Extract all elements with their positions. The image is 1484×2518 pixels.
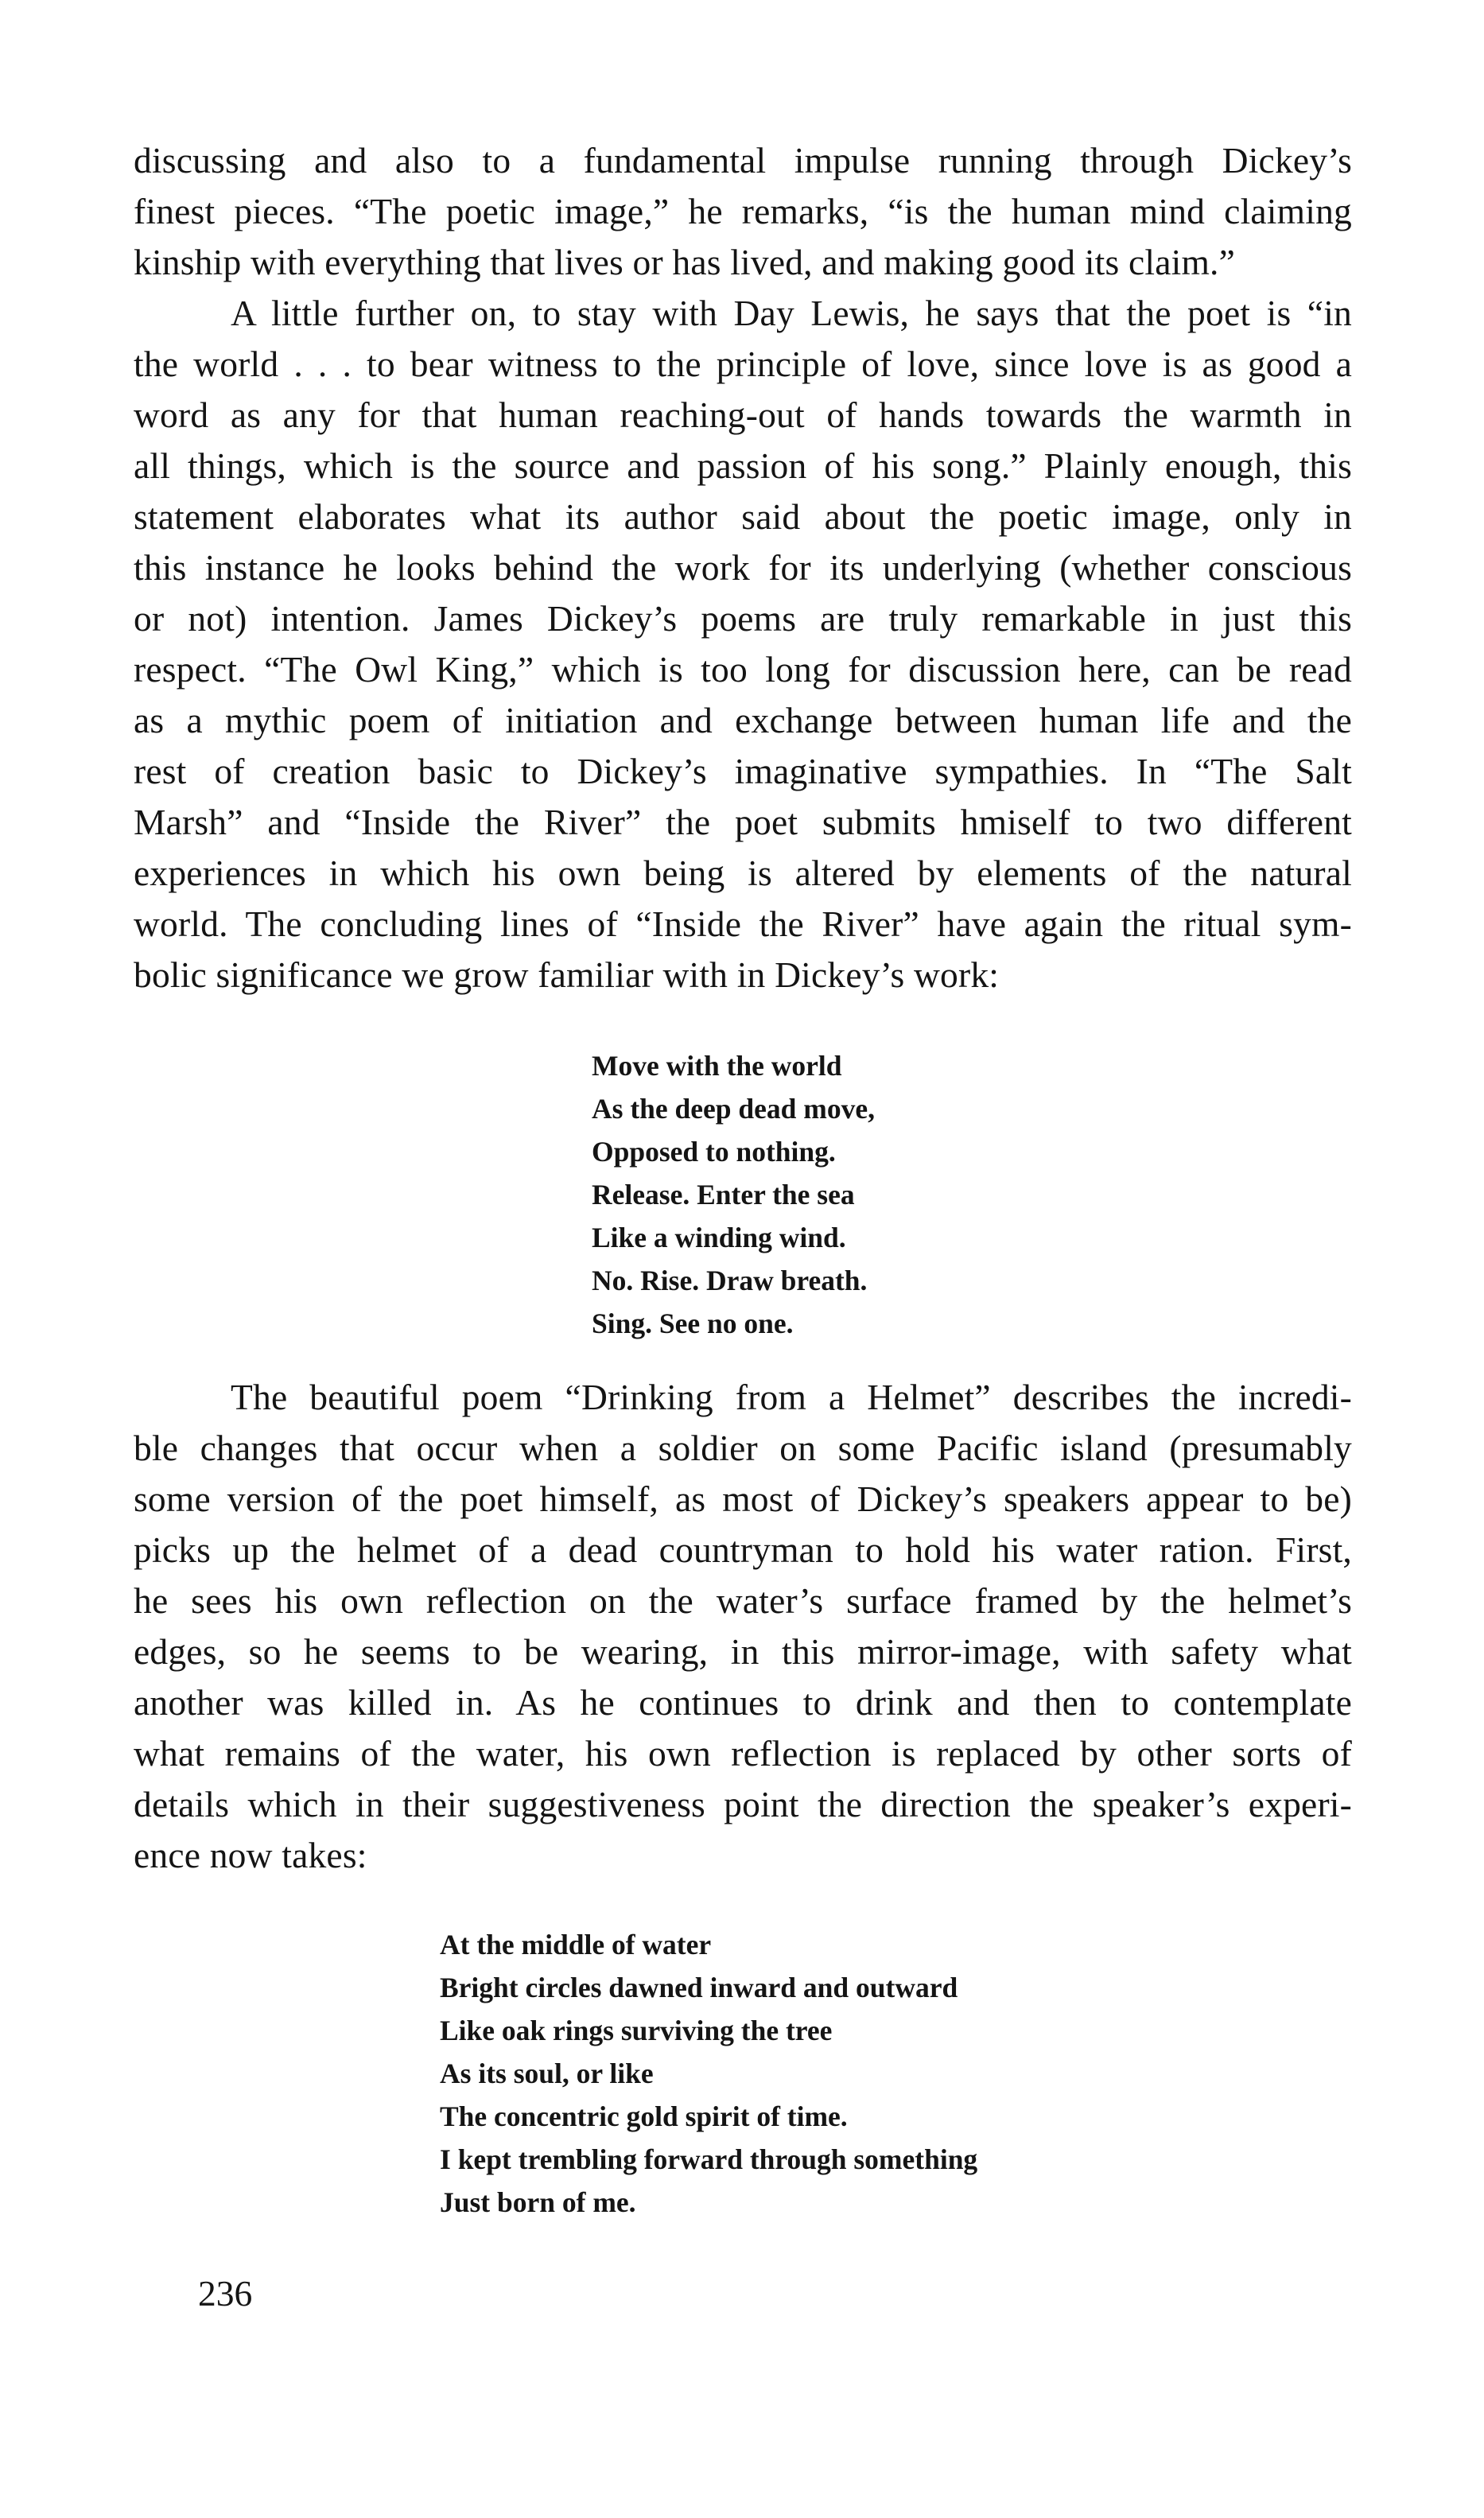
quote-line: Like oak rings surviving the tree — [440, 2015, 833, 2046]
block-quote-drinking-from-a-helmet — [440, 1923, 977, 2224]
text-line: all things, which is the source and passion of his song.” Plainly enough, this — [134, 445, 1352, 486]
text-line: what remains of the water, his own reflection is replaced by other sorts of — [134, 1733, 1352, 1774]
quote-line: Like a winding wind. — [592, 1222, 846, 1253]
quote-line: Just born of me. — [440, 2186, 636, 2218]
quote-line: Move with the world — [592, 1050, 842, 1082]
text-line: details which in their suggestiveness point the direction the speaker’s experi- — [134, 1784, 1352, 1824]
text-line: finest pieces. “The poetic image,” he remarks, “is the human mind claiming — [134, 191, 1352, 231]
quote-line: At the middle of water — [440, 1929, 712, 1960]
text-line: experiences in which his own being is altered by elements of the natural — [134, 853, 1352, 893]
body-paragraph-2 — [134, 1372, 1352, 1881]
block-quote-inside-the-river — [592, 1044, 875, 1345]
quote-line: As the deep dead move, — [592, 1093, 875, 1125]
text-line: world. The concluding lines of “Inside the River” have again the ritual sym- — [134, 903, 1352, 944]
quote-line: The concentric gold spirit of time. — [440, 2100, 848, 2132]
text-line: A little further on, to stay with Day Lewis, he says that the poet is “in — [231, 293, 1352, 333]
text-line: The beautiful poem “Drinking from a Helmet” describes the incredi- — [231, 1377, 1352, 1417]
text-line: he sees his own reflection on the water’s surface framed by the helmet’s — [134, 1580, 1352, 1621]
quote-line: No. Rise. Draw breath. — [592, 1265, 868, 1296]
text-line: picks up the helmet of a dead countryman to hold his water ration. First, — [134, 1529, 1352, 1570]
text-line: this instance he looks behind the work for its underlying (whether conscious — [134, 547, 1352, 588]
quote-line: Bright circles dawned inward and outward — [440, 1972, 958, 2003]
text-line: Marsh” and “Inside the River” the poet submits hmiself to two different — [134, 802, 1352, 842]
quote-line: Sing. See no one. — [592, 1308, 794, 1339]
text-line: ence now takes: — [134, 1835, 367, 1875]
text-line: another was killed in. As he continues to drink and then to contemplate — [134, 1682, 1352, 1723]
body-paragraph-1 — [134, 135, 1352, 1001]
text-line: as a mythic poem of initiation and exchange between human life and the — [134, 700, 1352, 740]
quote-line: Release. Enter the sea — [592, 1179, 855, 1210]
text-line: or not) intention. James Dickey’s poems are truly remarkable in just this — [134, 598, 1352, 639]
text-line: rest of creation basic to Dickey’s imaginative sympathies. In “The Salt — [134, 751, 1352, 791]
quote-line: I kept trembling forward through something — [440, 2143, 978, 2175]
text-line: ble changes that occur when a soldier on some Pacific island (presumably — [134, 1428, 1352, 1468]
text-line: edges, so he seems to be wearing, in this mirror-image, with safety what — [134, 1631, 1352, 1672]
text-line: kinship with everything that lives or has lived, and making good its claim.” — [134, 242, 1236, 282]
text-line: bolic significance we grow familiar with in Dickey’s work: — [134, 954, 1000, 995]
quote-line: As its soul, or like — [440, 2058, 654, 2089]
text-line: statement elaborates what its author said about the poetic image, only in — [134, 496, 1352, 537]
text-line: some version of the poet himself, as most of Dickey’s speakers appear to be) — [134, 1479, 1352, 1519]
text-line: discussing and also to a fundamental impulse running through Dickey’s — [134, 140, 1352, 181]
quote-line: Opposed to nothing. — [592, 1136, 836, 1168]
text-line: respect. “The Owl King,” which is too long for discussion here, can be read — [134, 649, 1352, 690]
page-number: 236 — [198, 2273, 253, 2314]
text-line: the world . . . to bear witness to the principle of love, since love is as good a — [134, 344, 1352, 384]
text-line: word as any for that human reaching-out of hands towards the warmth in — [134, 394, 1352, 435]
